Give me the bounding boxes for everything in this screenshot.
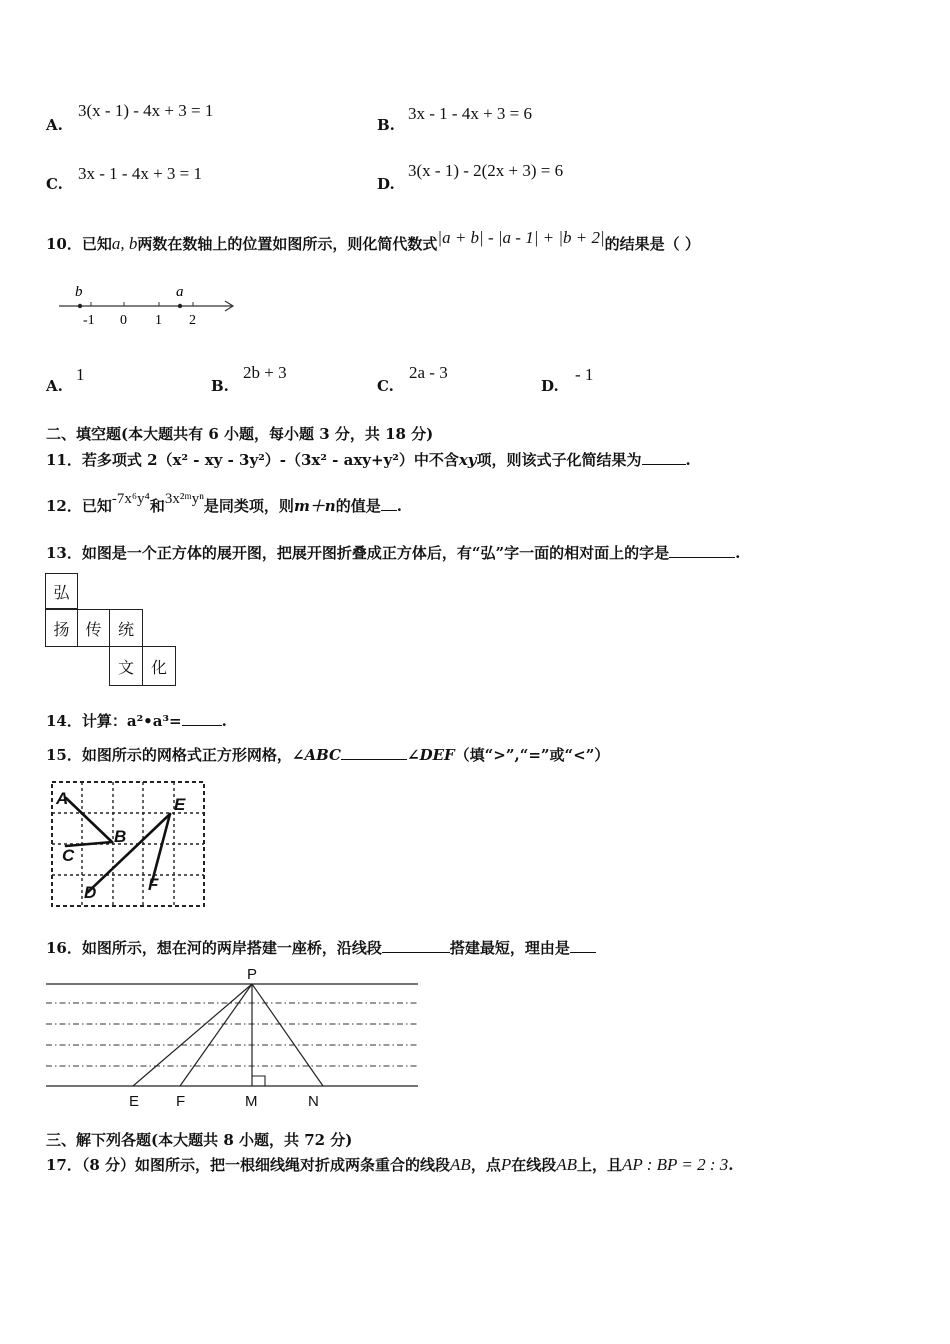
q10-option-b-label: B. <box>211 377 229 395</box>
q9-option-b-expr: 3x - 1 - 4x + 3 = 6 <box>408 104 532 123</box>
river-bridge-figure <box>44 963 424 1113</box>
q17-text-c: 在线段 <box>511 1156 557 1174</box>
tick-label-2: 2 <box>189 313 196 328</box>
tick-label-1: 1 <box>155 313 162 328</box>
grid-label-f: F <box>148 875 159 894</box>
q15-angle-abc: ∠ABC <box>291 746 341 764</box>
q11-answer-blank[interactable] <box>642 450 686 465</box>
q16-segment-blank[interactable] <box>382 938 450 953</box>
number-line-figure <box>55 278 245 330</box>
q17-stem <box>46 1154 734 1175</box>
angle-grid-figure <box>48 778 210 910</box>
q10-number: 10．已知 <box>46 235 112 253</box>
net-cell-yang: 扬 <box>45 609 78 647</box>
q16-stem <box>46 937 596 958</box>
net-cell-tong: 统 <box>109 609 143 647</box>
q17-end: . <box>728 1156 734 1174</box>
q12-term2: 3x²ᵐyⁿ <box>164 491 204 507</box>
q12-text-a: 12．已知 <box>46 497 112 515</box>
q9-option-c-label: C. <box>46 175 63 193</box>
q13-text: 13．如图是一个正方体的展开图，把展开图折叠成正方体后，有“弘”字一面的相对面上的字是 <box>46 544 670 562</box>
bridge-segments <box>133 984 323 1086</box>
q10-tail: 的结果是（ ） <box>604 235 700 253</box>
q9-option-a-expr: 3(x - 1) - 4x + 3 = 1 <box>78 101 214 120</box>
net-cell-hong: 弘 <box>45 573 78 609</box>
net-cell-wen: 文 <box>109 646 143 686</box>
q10-option-d-label: D. <box>541 377 559 395</box>
label-b: b <box>75 284 83 300</box>
river-label-e: E <box>129 1093 140 1110</box>
river-label-f: F <box>176 1093 186 1110</box>
river-label-p: P <box>247 966 258 983</box>
q15-text-d: （填“>”,“=”或“<”） <box>454 746 610 764</box>
grid-label-e: E <box>174 795 186 814</box>
q15-angle-def: ∠DEF <box>407 746 455 764</box>
q16-text-a: 16．如图所示，想在河的两岸搭建一座桥，沿线段 <box>46 939 382 957</box>
grid-label-b: B <box>114 827 127 846</box>
q17-ab-2: AB <box>556 1155 578 1174</box>
q17-text-a: 17．（8 分）如图所示，把一根细线绳对折成两条重合的线段 <box>46 1156 451 1174</box>
q13-stem <box>46 542 740 563</box>
q14-text: 14．计算：a²•a³= <box>46 712 182 730</box>
q10-option-d-value: - 1 <box>575 365 594 384</box>
q9-option-c-expr: 3x - 1 - 4x + 3 = 1 <box>78 164 202 183</box>
q10-option-c-value: 2a - 3 <box>409 363 448 382</box>
grid-label-d: D <box>84 883 97 902</box>
river-label-n: N <box>308 1093 319 1110</box>
section-3-heading: 三、解下列各题(本大题共 8 小题，共 72 分) <box>46 1131 353 1149</box>
q17-text-d: 上，且 <box>577 1156 623 1174</box>
q10-option-a-value: 1 <box>76 365 85 384</box>
q10-option-a-label: A. <box>46 377 63 395</box>
q10-option-c-label: C. <box>377 377 394 395</box>
tick-label-neg1: -1 <box>83 313 95 328</box>
net-cell-chuan: 传 <box>77 609 110 647</box>
q11-stem <box>46 449 691 470</box>
q12-m-plus-n: m＋n <box>293 497 336 515</box>
q15-answer-blank[interactable] <box>341 745 407 760</box>
q12-text-e: 的值是 <box>335 497 381 515</box>
q12-stem <box>46 491 402 516</box>
q11-text-c: 项，则该式子化简结果为 <box>476 451 642 469</box>
q11-xy: xy <box>458 451 477 469</box>
q14-stem <box>46 710 227 731</box>
label-a: a <box>176 284 184 300</box>
q10-vars: a, b <box>111 234 138 253</box>
q12-term1: -7x⁶y⁴ <box>111 491 150 507</box>
tick-label-0: 0 <box>120 313 127 328</box>
grid-label-c: C <box>62 846 75 865</box>
q13-end: . <box>735 544 741 562</box>
q17-ratio: AP : BP = 2 : 3 <box>622 1155 729 1174</box>
point-a <box>178 304 182 308</box>
q16-reason-blank[interactable] <box>570 938 596 953</box>
q9-option-b-label: B. <box>377 116 395 134</box>
q12-end: . <box>396 497 402 515</box>
grid-label-a: A <box>56 789 69 808</box>
q14-end: . <box>221 712 227 730</box>
q9-option-d-label: D. <box>377 175 395 193</box>
q16-text-b: 搭建最短，理由是 <box>449 939 570 957</box>
q15-text-a: 15．如图所示的网格式正方形网格， <box>46 746 292 764</box>
river-label-m: M <box>245 1093 258 1110</box>
q9-option-a-label: A. <box>46 116 63 134</box>
q14-answer-blank[interactable] <box>182 711 222 726</box>
q15-stem <box>46 744 609 765</box>
q10-mid: 两数在数轴上的位置如图所示，则化简代数式 <box>137 235 438 253</box>
q12-text-c: 是同类项，则 <box>203 497 294 515</box>
q11-end: . <box>685 451 691 469</box>
q13-answer-blank[interactable] <box>669 543 735 558</box>
q17-p: P <box>500 1155 512 1174</box>
right-angle-mark <box>252 1076 265 1086</box>
q10-expr: |a + b| - |a - 1| + |b + 2| <box>437 228 605 247</box>
q17-text-b: ，点 <box>470 1156 501 1174</box>
q12-answer-blank[interactable] <box>381 496 397 511</box>
q11-text-a: 11．若多项式 2（x² - xy - 3y²）-（3x² - axy+y²）中不含 <box>46 451 459 469</box>
q10-option-b-value: 2b + 3 <box>243 363 287 382</box>
net-cell-hua: 化 <box>142 646 176 686</box>
q10-stem <box>46 228 700 254</box>
point-b <box>78 304 82 308</box>
section-2-heading: 二、填空题(本大题共有 6 小题，每小题 3 分，共 18 分) <box>46 425 434 443</box>
q17-ab-1: AB <box>450 1155 471 1174</box>
q12-text-b: 和 <box>149 497 165 515</box>
q9-option-d-expr: 3(x - 1) - 2(2x + 3) = 6 <box>408 161 564 180</box>
